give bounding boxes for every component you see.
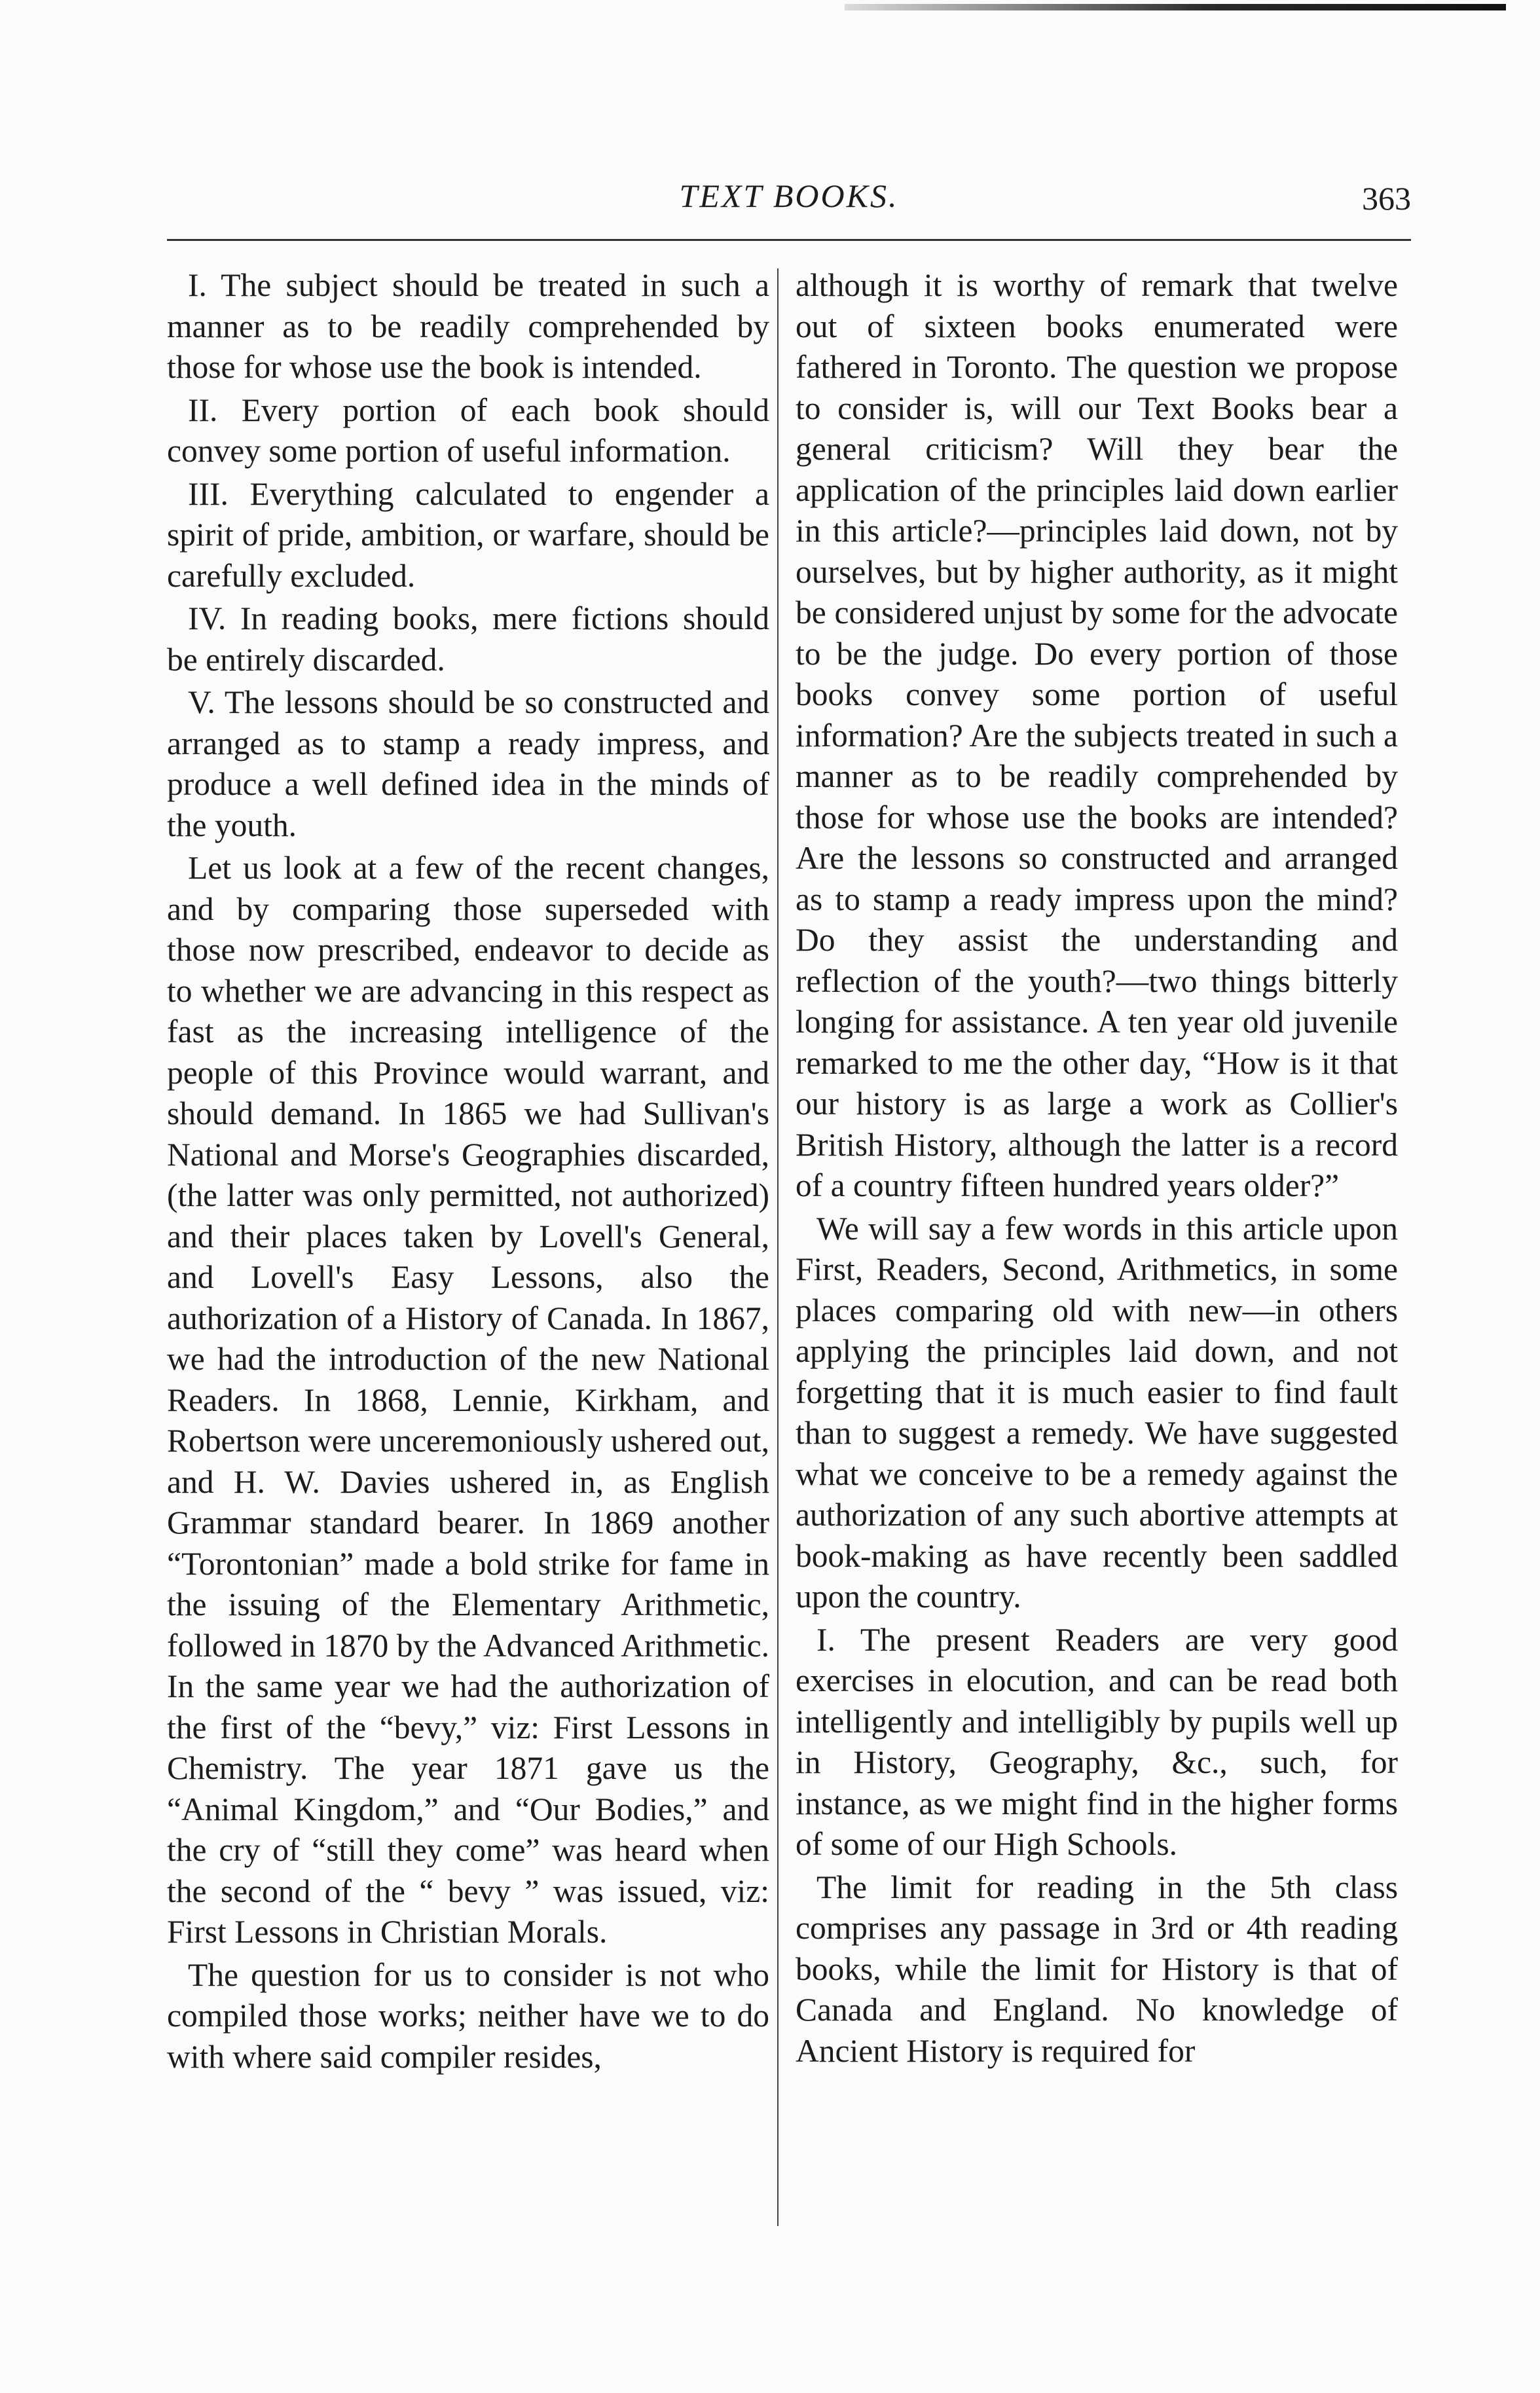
running-head: TEXT BOOKS. <box>679 177 899 214</box>
paragraph-continuation: although it is worthy of remark that twelve out of sixteen books enumerated were fathered in Toronto. The question we propose to consider is, will our Text Books bear a general criticism? Will they bear the application of the principles laid down earlier in this article?—principles laid down, not by ourselves, but by higher authority, as it might be considered unjust by some for the advocate to be the judge. Do every portion of those books convey some portion of useful information? Are the subjects treated in such a manner as to be readily comprehended by those for whose use the books are intended? Are the lessons so constructed and arranged as to stamp a ready impress upon the mind? Do they assist the understanding and reflection of the youth?—two things bitterly longing for assistance. A ten year old juvenile remarked to me the other day, “How is it that our history is as large a work as Collier's British History, although the latter is a record of a country fifteen hundred years older?” <box>796 267 1398 1203</box>
page-header <box>167 164 1411 229</box>
paragraph-principle-2: II. Every portion of each book should convey some portion of useful information. <box>167 392 769 469</box>
paragraph-article-scope: We will say a few words in this article upon First, Readers, Second, Arithmetics, in some places comparing old with new—in others applying the principles laid down, and not forgetting that it is much easier to find fault than to suggest a remedy. We have suggested what we conceive to be a remedy against the authorization of any such abortive attempts at book-making as have recently been saddled upon the country. <box>796 1210 1398 1615</box>
paragraph-recent-changes: Let us look at a few of the recent changes, and by comparing those superseded with those now prescribed, endeavor to decide as to whether we are advancing in this respect as fast as the increasing intelligence of the people of this Province would warrant, and should demand. In 1865 we had Sullivan's National and Morse's Geographies discarded, (the latter was only permitted, not authorized) and their places taken by Lovell's General, and Lovell's Easy Lessons, also the authorization of a History of Canada. In 1867, we had the introduction of the new National Readers. In 1868, Lennie, Kirkham, and Robertson were unceremoniously ushered out, and H. W. Davies ushered in, as English Grammar standard bearer. In 1869 another “Torontonian” made a bold strike for fame in the issuing of the Elementary Arithmetic, followed in 1870 by the Advanced Arithmetic. In the same year we had the authorization of the first of the “bevy,” viz: First Lessons in Chemistry. The year 1871 gave us the “Animal Kingdom,” and “Our Bodies,” and the cry of “still they come” was heard when the second of the “ bevy ” was issued, viz: First Lessons in Christian Morals. <box>167 850 769 1950</box>
column-divider <box>777 268 779 2226</box>
paragraph-question: The question for us to consider is not who compiled those works; neither have we to do with where said compiler resides, <box>167 1956 769 2075</box>
paragraph-readers: I. The present Readers are very good exercises in elocution, and can be read both intelligently and intelligibly by pupils well up in History, Geography, &c., such, for instance, as we might find in the higher forms of some of our High Schools. <box>796 1621 1398 1862</box>
left-column <box>167 265 769 2229</box>
paragraph-principle-4: IV. In reading books, mere fictions should be entirely discarded. <box>167 600 769 678</box>
paragraph-principle-1: I. The subject should be treated in such a manner as to be readily comprehended by those for whose use the book is intended. <box>167 267 769 385</box>
paragraph-principle-3: III. Everything calculated to engender a spirit of pride, ambition, or warfare, should be carefully excluded. <box>167 475 769 594</box>
header-rule <box>167 239 1411 241</box>
paragraph-reading-limit: The limit for reading in the 5th class comprises any passage in 3rd or 4th reading books, while the limit for History is that of Canada and England. No knowledge of Ancient History is required for <box>796 1869 1398 2069</box>
paragraph-principle-5: V. The lessons should be so constructed and arranged as to stamp a ready impress, and produce a well defined idea in the minds of the youth. <box>167 684 769 843</box>
right-column <box>796 265 1398 2229</box>
top-edge-rule <box>845 4 1506 10</box>
page-number: 363 <box>1362 180 1411 217</box>
